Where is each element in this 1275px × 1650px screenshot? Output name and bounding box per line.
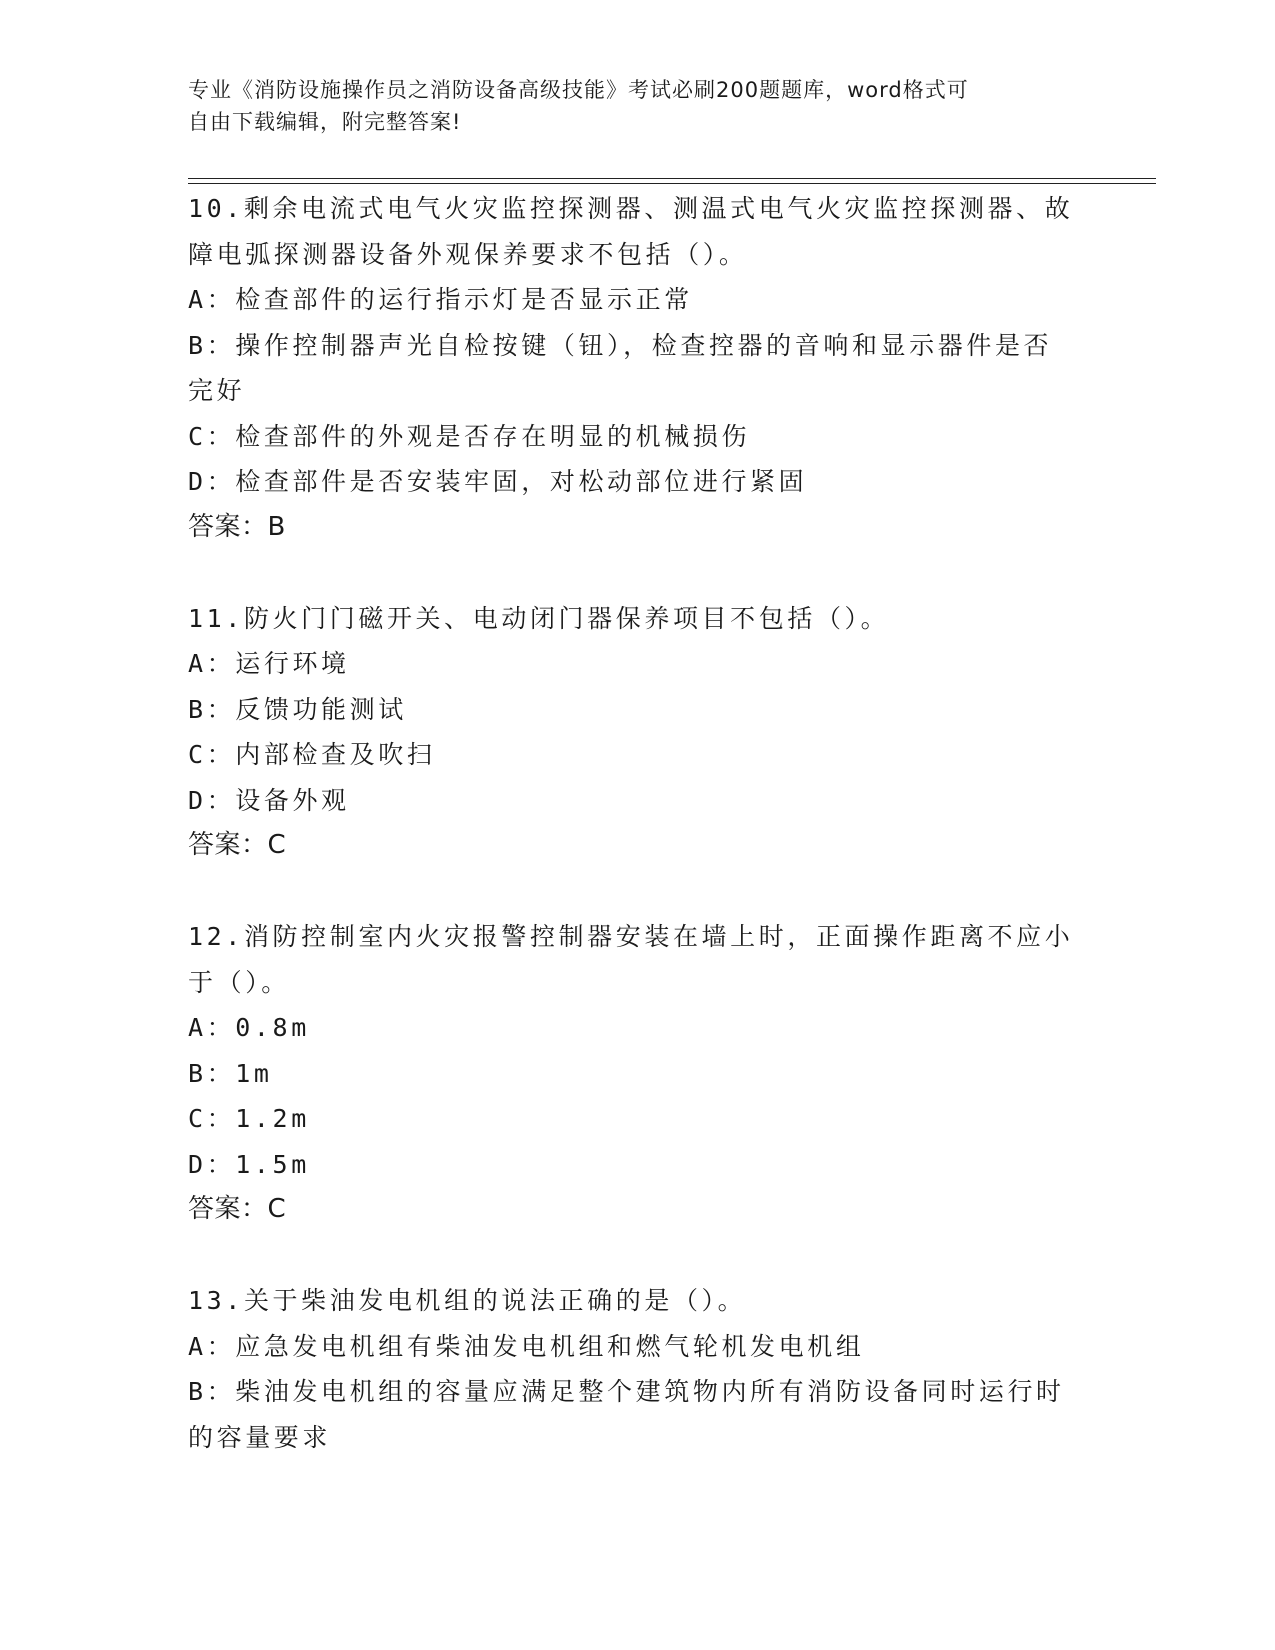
question-text: 13.关于柴油发电机组的说法正确的是（）。	[188, 1286, 747, 1315]
question-text: 12.消防控制室内火灾报警控制器安装在墙上时，正面操作距离不应小	[188, 922, 1074, 951]
question-gap	[188, 550, 1078, 596]
question-list	[188, 186, 1078, 1460]
question-gap	[188, 869, 1078, 915]
option-b-continued: 完好	[188, 376, 246, 405]
option-a: A：应急发电机组有柴油发电机组和燃气轮机发电机组	[188, 1331, 865, 1361]
question-gap	[188, 1233, 1078, 1279]
option-d: D：1.5m	[188, 1149, 310, 1179]
option-b: B：反馈功能测试	[188, 694, 407, 724]
header-title-line-1: 专业《消防设施操作员之消防设备高级技能》考试必刷200题题库，word格式可	[188, 78, 969, 102]
question-12	[188, 914, 1078, 1233]
option-b-continued: 的容量要求	[188, 1422, 332, 1452]
answer: 答案：B	[188, 511, 286, 542]
question-13	[188, 1278, 1078, 1460]
option-a: A：运行环境	[188, 649, 350, 678]
question-text-continued: 于（）。	[188, 967, 290, 997]
header-title-line-2: 自由下载编辑，附完整答案!	[188, 110, 462, 134]
option-c: C：检查部件的外观是否存在明显的机械损伤	[188, 421, 751, 451]
answer: 答案：C	[188, 830, 287, 860]
question-11	[188, 596, 1078, 869]
option-a: A：0.8m	[188, 1013, 310, 1042]
option-d: D：检查部件是否安装牢固，对松动部位进行紧固	[188, 467, 808, 496]
question-text: 11.防火门门磁开关、电动闭门器保养项目不包括（）。	[188, 603, 890, 633]
answer: 答案：C	[188, 1194, 287, 1224]
option-d: D：设备外观	[188, 785, 350, 815]
header-divider-top	[188, 178, 1156, 179]
question-text-continued: 障电弧探测器设备外观保养要求不包括（）。	[188, 239, 748, 269]
option-b: B：1m	[188, 1058, 273, 1088]
document-header	[188, 74, 1068, 138]
header-divider-bottom	[188, 183, 1156, 184]
option-a: A：检查部件的运行指示灯是否显示正常	[188, 285, 693, 314]
option-b: B：操作控制器声光自检按键（钮），检查控器的音响和显示器件是否	[188, 330, 1053, 360]
option-b: B：柴油发电机组的容量应满足整个建筑物内所有消防设备同时运行时	[188, 1377, 1065, 1406]
option-c: C：内部检查及吹扫	[188, 740, 436, 769]
question-text: 10.剩余电流式电气火灾监控探测器、测温式电气火灾监控探测器、故	[188, 194, 1074, 223]
question-10	[188, 186, 1078, 550]
option-c: C：1.2m	[188, 1104, 310, 1133]
